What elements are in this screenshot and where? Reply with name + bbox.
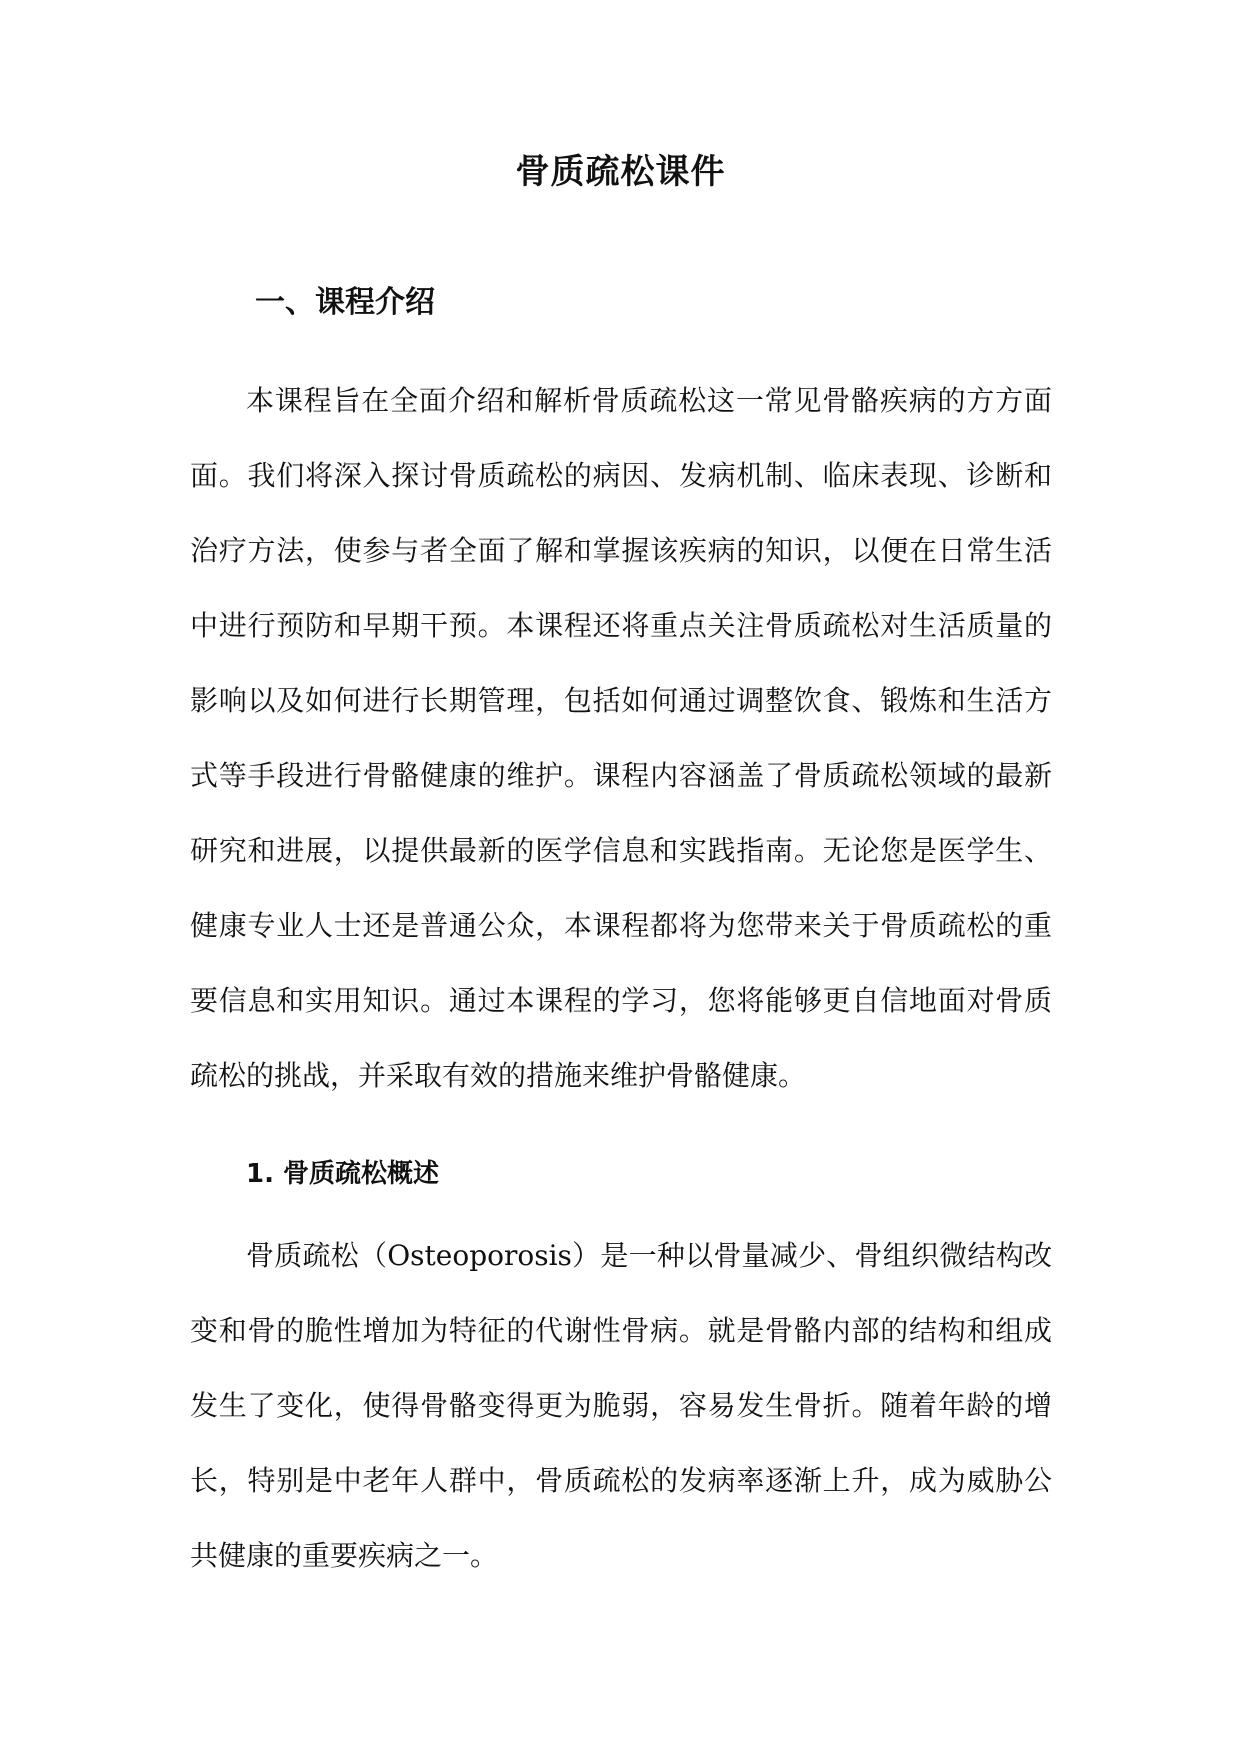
course-intro-paragraph: 本课程旨在全面介绍和解析骨质疏松这一常见骨骼疾病的方方面面。我们将深入探讨骨质疏松的病因、发病机制、临床表现、诊断和治疗方法，使参与者全面了解和掌握该疾病的知识，以便在日常生活中进行预防和早期干预。本课程还将重点关注骨质疏松对生活质量的影响以及如何进行长期管理，包括如何通过调整饮食、锻炼和生活方式等手段进行骨骼健康的维护。课程内容涵盖了骨质疏松领域的最新研究和进展，以提供最新的医学信息和实践指南。无论您是医学生、健康专业人士还是普通公众，本课程都将为您带来关于骨质疏松的重要信息和实用知识。通过本课程的学习，您将能够更自信地面对骨质疏松的挑战，并采取有效的措施来维护骨骼健康。 <box>190 384 1052 1092</box>
section-heading-course-intro: 一、课程介绍 <box>255 285 435 320</box>
document-title: 骨质疏松课件 <box>515 152 726 192</box>
subsection-heading-overview: 1. 骨质疏松概述 <box>246 1159 440 1189</box>
overview-paragraph: 骨质疏松（Osteoporosis）是一种以骨量减少、骨组织微结构改变和骨的脆性增加为特征的代谢性骨病。就是骨骼内部的结构和组成发生了变化，使得骨骼变得更为脆弱，容易发生骨折。随着年龄的增长，特别是中老年人群中，骨质疏松的发病率逐渐上升，成为威胁公共健康的重要疾病之一。 <box>190 1239 1052 1572</box>
